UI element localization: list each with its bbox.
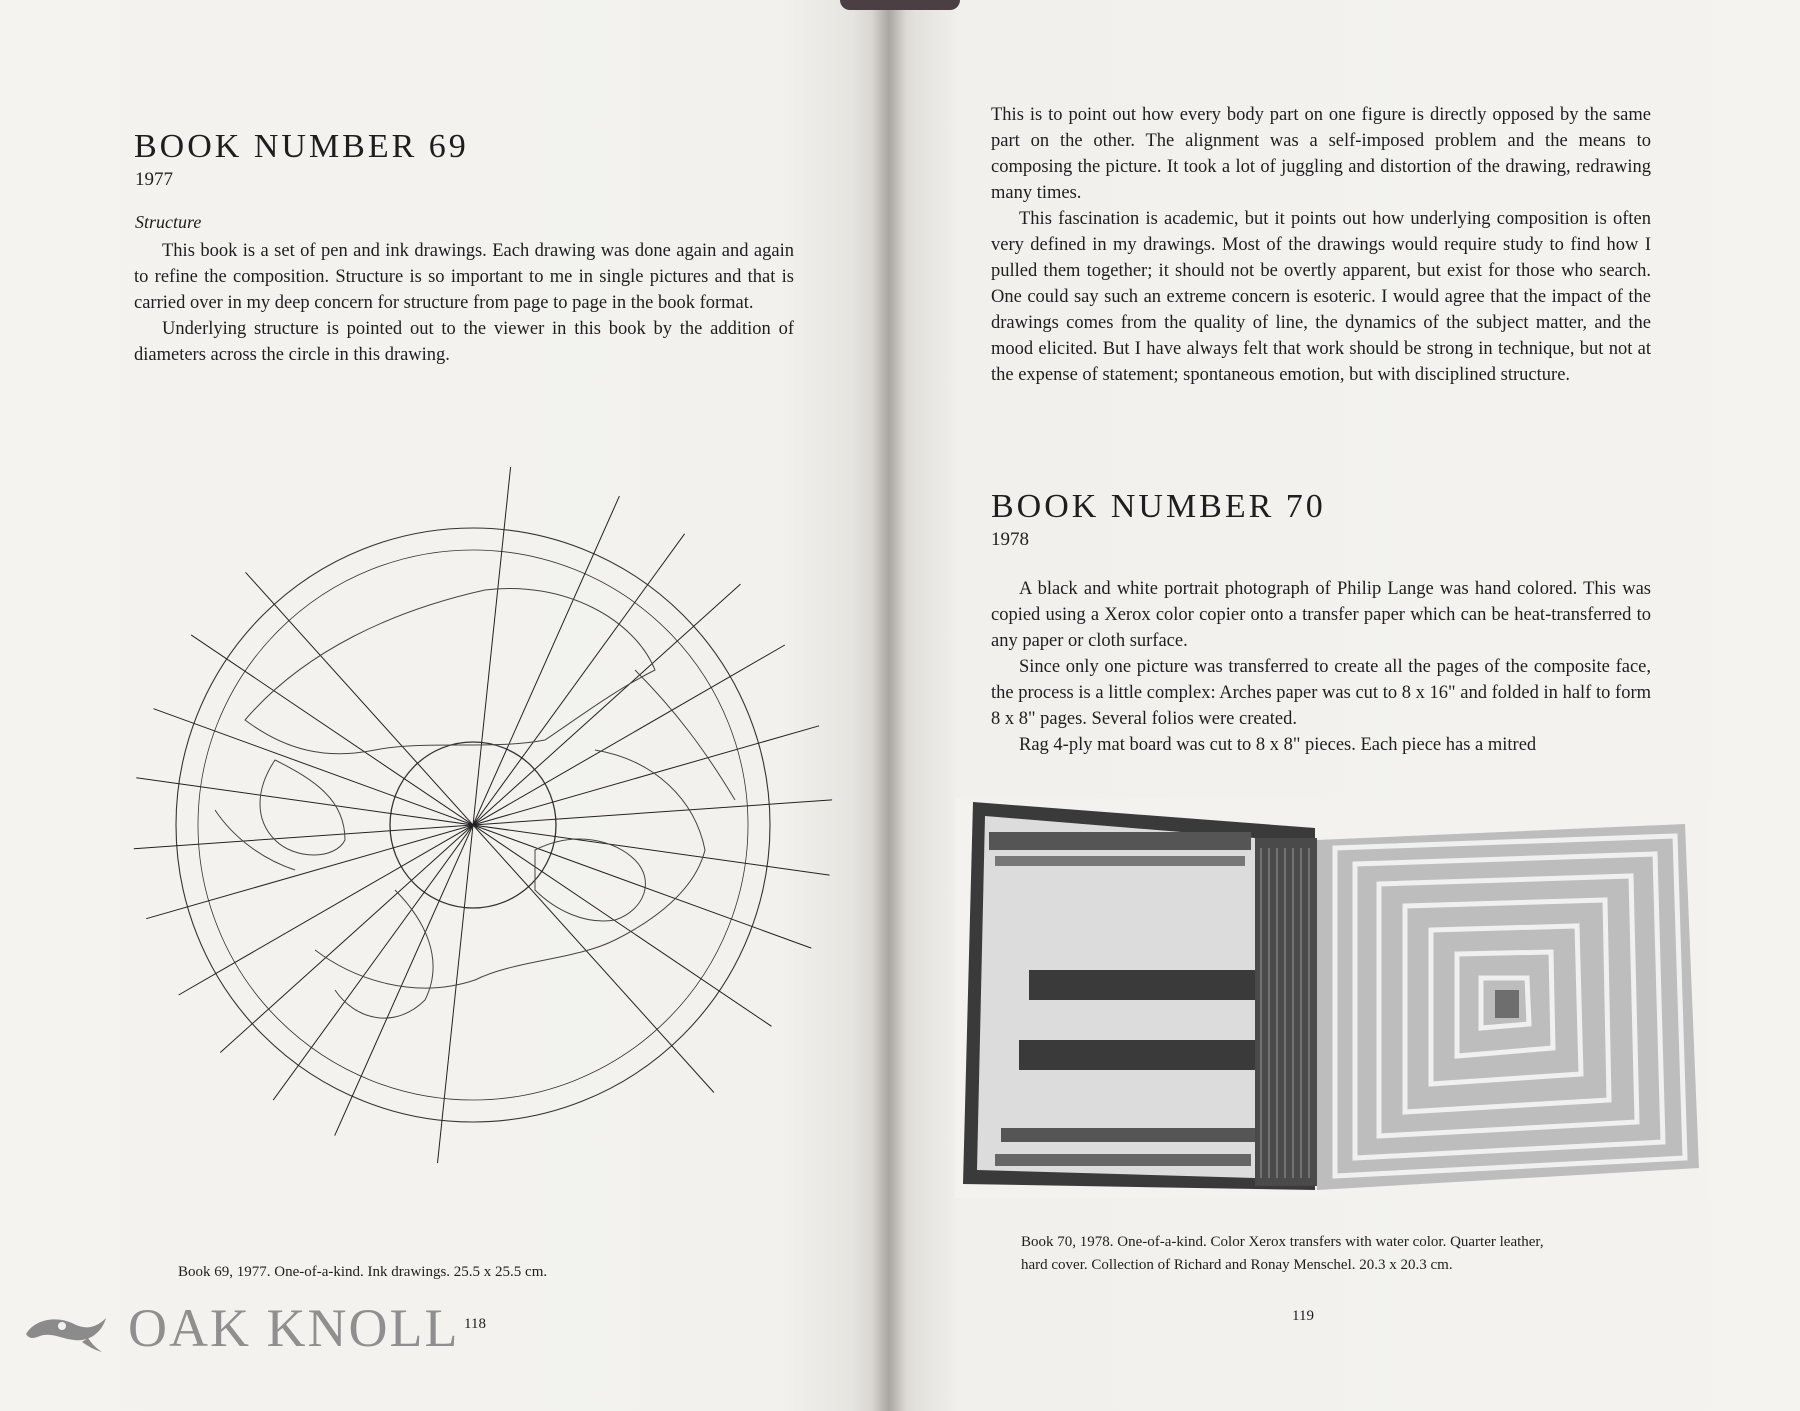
diameter-line xyxy=(179,645,785,995)
book-69-paragraph-2: Underlying structure is pointed out to the viewer in this book by the addition of diameters across the circle in this drawing. xyxy=(134,319,794,365)
book-70-paragraph-3: Rag 4-ply mat board was cut to 8 x 8" pieces. Each piece has a mitred xyxy=(1019,735,1537,755)
book-70-caption-line-2: hard cover. Collection of Richard and Ronay Menschel. 20.3 x 20.3 cm. xyxy=(1021,1257,1453,1273)
book-70-photograph xyxy=(955,798,1707,1198)
diameter-line xyxy=(273,534,684,1100)
continued-paragraph-2: This fascination is academic, but it points out how underlying composition is often very defined in my drawings. Most of the drawings would require study to find how I pulled them together; it should not be overtly apparent, but exist for those who search. One could say such an extreme concern is esoteric. I would agree that the impact of the drawings comes from the quality of line, the dynamics of the subject matter, and the mood elicited. But I have always felt that work should be strong in technique, but not at the expense of statement; spontaneous emotion, but with disciplined structure. xyxy=(991,209,1651,385)
book-70-text xyxy=(991,576,1651,758)
page-number-118: 118 xyxy=(464,1316,486,1332)
diameter-line xyxy=(146,726,819,919)
book-70-paragraph-2: Since only one picture was transferred to create all the pages of the composite face, the process is a little complex: Arches paper was cut to 8 x 16" and folded in half to form 8 x 8" pages. Several folios were created. xyxy=(991,657,1651,729)
book-70-caption-line-1: Book 70, 1978. One-of-a-kind. Color Xerox transfers with water color. Quarter leather, xyxy=(1021,1234,1544,1250)
book-69-paragraph-1: This book is a set of pen and ink drawings. Each drawing was done again and again to refine the composition. Structure is so important to me in single pictures and that is carried over in my deep concern for structure from page to page in the book format. xyxy=(134,241,794,313)
page-number-119: 119 xyxy=(1292,1308,1314,1324)
book-69-text xyxy=(134,238,794,368)
oak-knoll-logo-icon xyxy=(22,1296,122,1356)
structure-subheading: Structure xyxy=(135,212,202,232)
left-page xyxy=(0,0,888,1411)
diameter-line xyxy=(220,584,740,1052)
diameter-line xyxy=(134,800,832,849)
book-69-title: BOOK NUMBER 69 xyxy=(134,128,469,165)
book-70-title: BOOK NUMBER 70 xyxy=(991,488,1326,525)
circle-diameters-drawing xyxy=(95,420,855,1250)
diameter-line xyxy=(136,778,829,875)
right-page xyxy=(888,0,1800,1411)
book-69-year: 1977 xyxy=(135,169,173,190)
continued-paragraph-1: This is to point out how every body part on one figure is directly opposed by the same part on the other. The alignment was a self-imposed problem and the means to composing the picture. It took a lot of juggling and distortion of the drawing, redrawing many times. xyxy=(991,105,1651,203)
book-69-continued-text xyxy=(991,102,1651,388)
book-gutter xyxy=(872,0,906,1411)
book-70-year: 1978 xyxy=(991,529,1029,550)
diameter-line xyxy=(191,635,771,1026)
diameter-line xyxy=(438,467,511,1163)
oak-knoll-watermark: OAK KNOLL xyxy=(128,1298,460,1358)
spine-top xyxy=(840,0,960,10)
book-70-paragraph-1: A black and white portrait photograph of Philip Lange was hand colored. This was copied using a Xerox color copier onto a transfer paper which can be heat-transferred to any paper or cloth surface. xyxy=(991,579,1651,651)
book-69-caption: Book 69, 1977. One-of-a-kind. Ink drawings. 25.5 x 25.5 cm. xyxy=(178,1264,548,1280)
